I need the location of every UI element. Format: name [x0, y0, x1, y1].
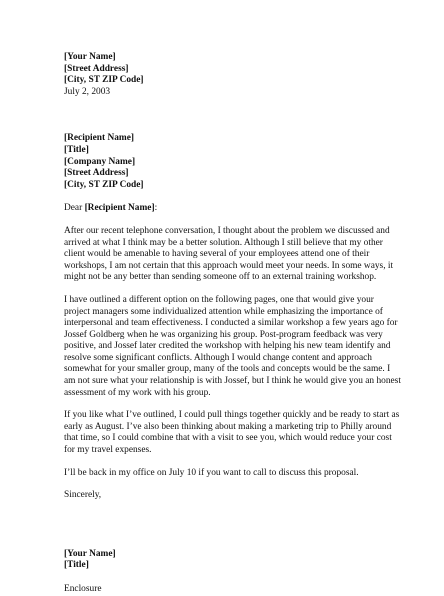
- body-paragraph-1: [64, 226, 414, 284]
- body-paragraph-2: [64, 295, 414, 399]
- paragraph-line: somewhat for your smaller group, many of the tools and concepts would be the same. I: [64, 364, 391, 375]
- sender-address-block: [64, 52, 414, 98]
- paragraph-line: workshops, I am not certain that this approach would meet your needs. In some ways, it: [64, 260, 394, 271]
- recipient-title: [Title]: [64, 144, 89, 155]
- paragraph-line: assessment of my work with his group.: [64, 387, 211, 398]
- paragraph-line: I’ll be back in my office on July 10 if you want to call to discuss this proposal.: [64, 467, 359, 478]
- paragraph-line: positive, and Jossef later credited the workshop with helping his new team identify and: [64, 341, 391, 352]
- paragraph-line: client would be amenable to having several of your employees attend one of their: [64, 249, 370, 260]
- paragraph-line: If you like what I’ve outlined, I could pull things together quickly and be ready to start as: [64, 410, 400, 421]
- paragraph-line: might not be any better than sending someone off to an external training workshop.: [64, 272, 377, 283]
- paragraph-line: After our recent telephone conversation, I thought about the problem we discussed and: [64, 225, 390, 236]
- sender-name: [Your Name]: [64, 52, 116, 62]
- salutation-suffix: :: [154, 203, 158, 214]
- closing: Sincerely,: [64, 490, 102, 501]
- enclosure-note: Enclosure: [64, 584, 102, 594]
- paragraph-line: Jossef Goldberg when he was organizing his group. Post-program feedback was very: [64, 329, 383, 340]
- signature-name: [Your Name]: [64, 548, 116, 559]
- sender-city: [City, ST ZIP Code]: [64, 75, 144, 86]
- body-paragraph-3: [64, 410, 414, 456]
- recipient-street: [Street Address]: [64, 168, 129, 179]
- signature-title: [Title]: [64, 560, 89, 571]
- body-paragraph-4: [64, 468, 414, 480]
- paragraph-line: for my travel expenses.: [64, 445, 152, 456]
- paragraph-line: that time, so I could combine that with a visit to see you, which would reduce your cost: [64, 433, 392, 444]
- paragraph-line: arrived at what I think may be a better solution. Although I still believe that my other: [64, 237, 383, 248]
- recipient-address-block: [64, 133, 414, 191]
- letter-page: [64, 52, 414, 596]
- recipient-company: [Company Name]: [64, 156, 136, 167]
- recipient-city: [City, ST ZIP Code]: [64, 179, 144, 190]
- paragraph-line: resolve some significant conflicts. Although I would change content and approach: [64, 352, 372, 363]
- paragraph-line: interpersonal and team effectiveness. I conducted a similar workshop a few years ago for: [64, 318, 398, 329]
- signature-block: [64, 549, 414, 572]
- salutation-prefix: Dear: [64, 203, 85, 214]
- salutation-name: [Recipient Name]: [84, 203, 155, 214]
- sender-street: [Street Address]: [64, 63, 129, 74]
- salutation: [64, 203, 414, 215]
- paragraph-line: early as August. I’ve also been thinking about making a marketing trip to Philly around: [64, 421, 392, 432]
- paragraph-line: am not sure what your relationship is with Jossef, but I think he would give you an honest: [64, 376, 401, 387]
- recipient-name: [Recipient Name]: [64, 133, 135, 144]
- paragraph-line: project managers some individualized attention while emphasizing the importance of: [64, 306, 383, 317]
- letter-date: July 2, 2003: [64, 86, 111, 97]
- paragraph-line: I have outlined a different option on the following pages, one that would give your: [64, 294, 374, 305]
